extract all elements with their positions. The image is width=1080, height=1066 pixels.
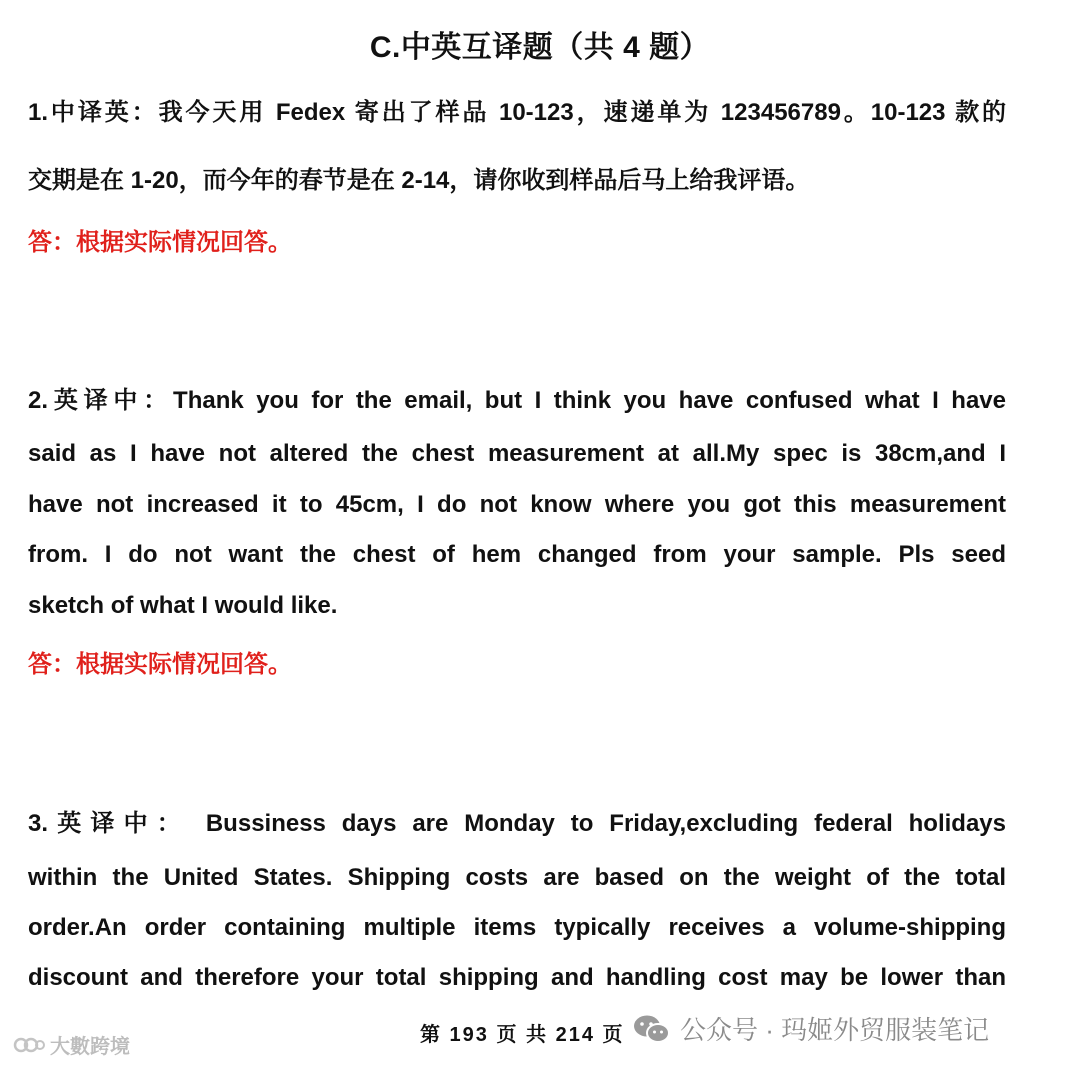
question-1-line-2: 交期是在 1-20，而今年的春节是在 2-14，请你收到样品后马上给我评语。 xyxy=(28,167,810,194)
page-footer xyxy=(0,1016,1080,1056)
watermark-left-text: 大數跨境 xyxy=(50,1036,130,1058)
question-3-line-1: 3.英译中： Bussiness days are Monday to Friday,excluding federal holidays xyxy=(28,810,1006,837)
question-1 xyxy=(28,92,1006,195)
watermark-right xyxy=(632,1010,989,1047)
question-2-line-2: said as I have not altered the chest measurement at all.My spec is 38cm,and I xyxy=(28,440,1006,467)
question-3-line-4: discount and therefore your total shipping and handling cost may be lower than xyxy=(28,964,1006,991)
question-3-line-2: within the United States. Shipping costs are based on the weight of the total xyxy=(28,864,1006,891)
question-2-line-4: from. I do not want the chest of hem changed from your sample. Pls seed xyxy=(28,541,1006,568)
section-title: C.中英互译题（共 4 题） xyxy=(369,31,711,64)
answer-2: 答：根据实际情况回答。 xyxy=(28,651,292,678)
question-1-line-1: 1.中译英：我今天用 Fedex 寄出了样品 10-123，速递单为 123456789。10-123 款的 xyxy=(28,99,1006,126)
chain-logo-icon xyxy=(12,1033,46,1057)
watermark-right-text: 公众号 · 玛姬外贸服装笔记 xyxy=(680,1015,990,1045)
question-2-line-3: have not increased it to 45cm, I do not know where you got this measurement xyxy=(28,491,1006,518)
question-2-line-1: 2.英译中：Thank you for the email, but I think you have confused what I have xyxy=(28,387,1006,414)
wechat-icon xyxy=(632,1013,672,1045)
question-2 xyxy=(28,380,1006,620)
question-2-line-5: sketch of what I would like. xyxy=(28,592,338,619)
answer-1: 答：根据实际情况回答。 xyxy=(28,229,292,256)
watermark-left xyxy=(12,1030,130,1059)
page-number: 第 193 页 共 214 页 xyxy=(420,1024,625,1046)
question-3-line-3: order.An order containing multiple items typically receives a volume-shipping xyxy=(28,914,1006,941)
question-3 xyxy=(28,803,1006,992)
